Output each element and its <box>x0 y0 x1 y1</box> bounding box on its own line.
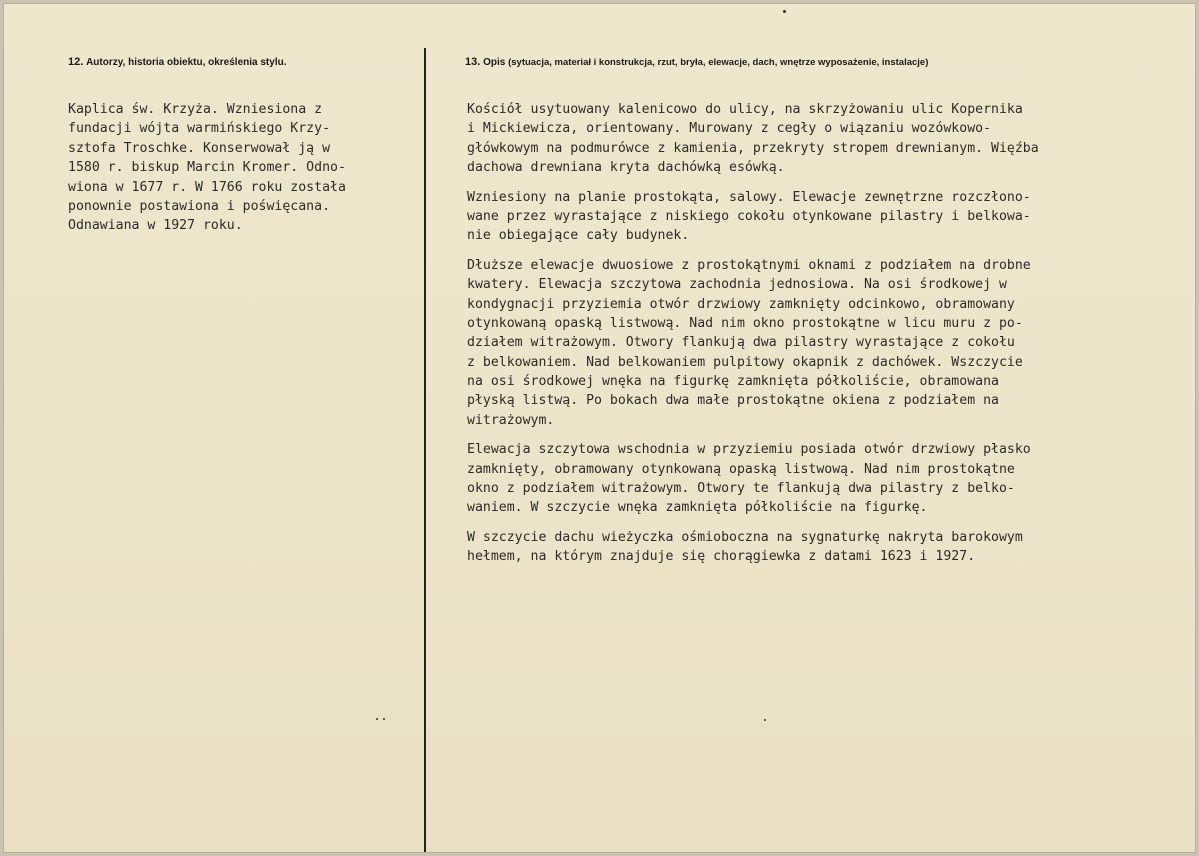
text-line: sztofa Troschke. Konserwował ją w <box>68 140 331 156</box>
text-line: waniem. W szczycie wnęka zamknięta półkoliście na figurkę. <box>467 500 928 516</box>
section-12-header <box>68 56 287 68</box>
text-line: witrażowym. <box>467 412 555 428</box>
text-line: płyską listwą. Po bokach dwa małe prostokątne okiena z podziałem na <box>467 393 999 409</box>
description-text <box>467 100 1187 577</box>
text-line: okno z podziałem witrażowym. Otwory te flankują dwa pilastry z belko- <box>467 481 1015 497</box>
text-line: i Mickiewicza, orientowany. Murowany z cegły o wiązaniu wozówkowo- <box>467 121 992 137</box>
text-line: otynkowaną opaską listwową. Nad nim okno prostokątne w licu muru z po- <box>467 315 1023 331</box>
text-line: działem witrażowym. Otwory flankują dwa pilastry wyrastające z cokołu <box>467 335 1015 351</box>
section-13-number: 13. <box>465 56 481 68</box>
column-divider <box>424 48 426 853</box>
section-13-header <box>465 56 928 68</box>
text-line: nie obiegające cały budynek. <box>467 228 690 244</box>
description-paragraph <box>467 100 1187 178</box>
text-line: wane przez wyrastające z niskiego cokołu otynkowane pilastry i belkowa- <box>467 208 1031 224</box>
text-line: Kościół usytuowany kalenicowo do ulicy, na skrzyżowaniu ulic Kopernika <box>467 102 1023 117</box>
text-line: Kaplica św. Krzyża. Wzniesiona z <box>68 102 323 117</box>
text-line: kwatery. Elewacja szczytowa zachodnia jednosiowa. Na osi środkowej w <box>467 277 1007 293</box>
text-line: Dłuższe elewacje dwuosiowe z prostokątnymi oknami z podziałem na drobne <box>467 257 1031 273</box>
description-paragraph <box>467 528 1187 567</box>
section-13-subtitle: (sytuacja, materiał i konstrukcja, rzut, bryła, elewacje, dach, wnętrze wyposażenie, instalacje) <box>508 57 929 68</box>
description-paragraph <box>467 188 1187 246</box>
paper-speck <box>383 718 385 720</box>
text-line: Elewacja szczytowa wschodnia w przyziemiu posiada otwór drzwiowy płasko <box>467 442 1031 458</box>
paper-speck <box>376 718 378 720</box>
text-line: Odnawiana w 1927 roku. <box>68 218 243 234</box>
paper-speck <box>783 10 786 13</box>
text-line: z belkowaniem. Nad belkowaniem pulpitowy okapnik z dachówek. Wszczycie <box>467 354 1023 370</box>
text-line: hełmem, na którym znajduje się chorągiewka z datami 1623 i 1927. <box>467 549 976 565</box>
text-line: 1580 r. biskup Marcin Kromer. Odno- <box>68 160 346 176</box>
document-sheet <box>3 3 1196 853</box>
section-13-title: Opis <box>483 57 506 68</box>
text-line: główkowym na podmurówce z kamienia, przekryty stropem drewnianym. Więźba <box>467 140 1039 156</box>
text-line: W szczycie dachu wieżyczka ośmioboczna na sygnaturkę nakryta barokowym <box>467 529 1023 545</box>
section-12-number: 12. <box>68 56 84 68</box>
text-line: Wzniesiony na planie prostokąta, salowy. Elewacje zewnętrzne rozczłono- <box>467 189 1031 205</box>
text-line: dachowa drewniana kryta dachówką esówką. <box>467 160 785 176</box>
text-line: zamknięty, obramowany otynkowaną opaską listwową. Nad nim prostokątne <box>467 461 1015 477</box>
section-12-title: Autorzy, historia obiektu, określenia stylu. <box>86 57 287 68</box>
text-line: fundacji wójta warmińskiego Krzy- <box>68 121 331 137</box>
text-line: kondygnacji przyziemia otwór drzwiowy zamknięty odcinkowo, obramowany <box>467 296 1015 312</box>
description-paragraph <box>467 256 1187 431</box>
history-text <box>68 100 418 236</box>
text-line: ponownie postawiona i poświęcana. <box>68 198 331 214</box>
paper-speck <box>764 719 766 721</box>
text-line: na osi środkowej wnęka na figurkę zamknięta półkoliście, obramowana <box>467 374 999 390</box>
text-line: wiona w 1677 r. W 1766 roku została <box>68 179 346 195</box>
description-paragraph <box>467 440 1187 518</box>
